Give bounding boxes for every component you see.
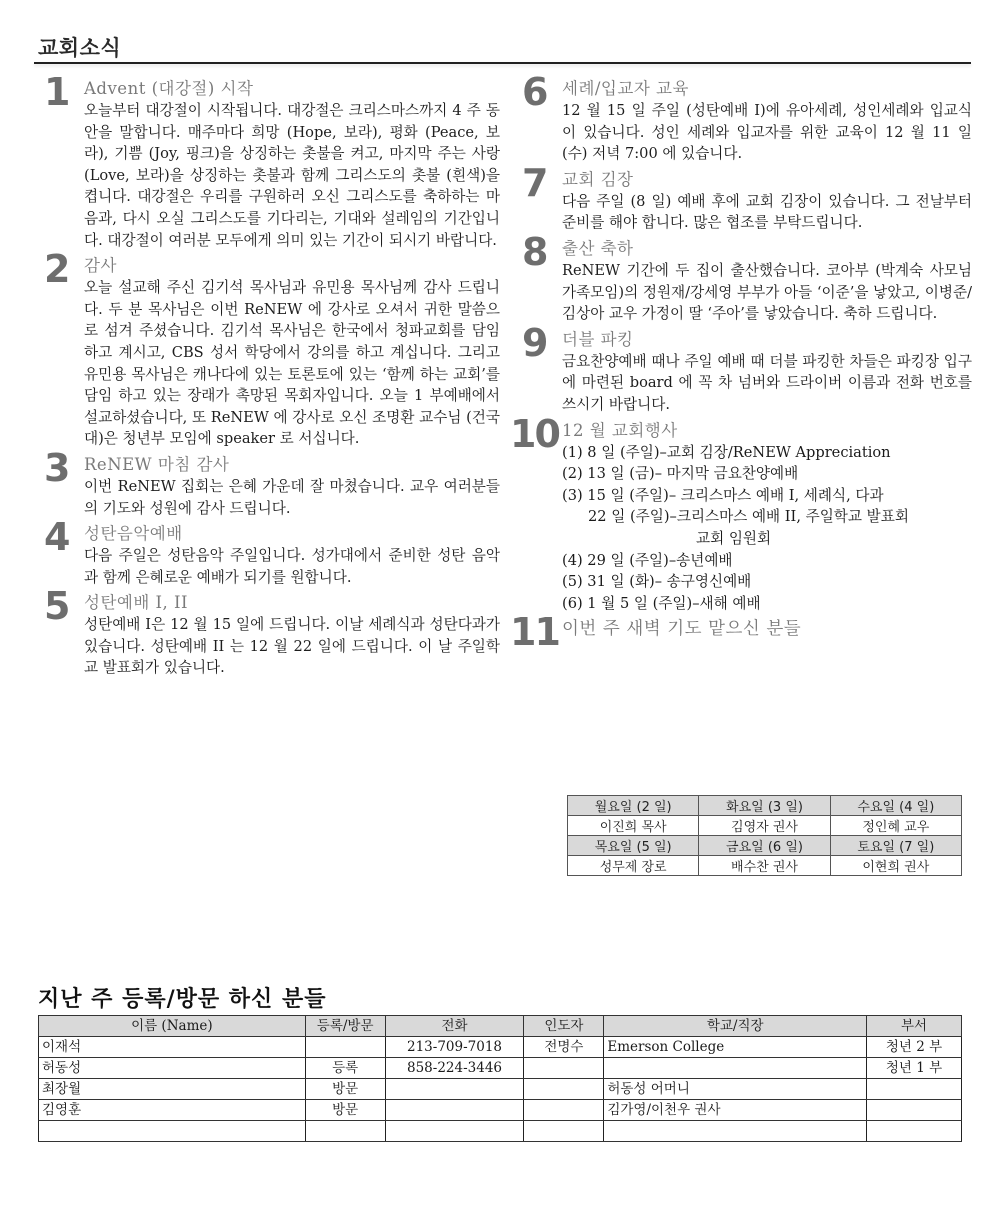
table-row xyxy=(568,836,962,856)
item-title: 12 월 교회행사 xyxy=(562,420,678,440)
phone-cell: 213-709-7018 xyxy=(385,1037,524,1058)
day-cell: 토요일 (7 일) xyxy=(830,836,961,856)
item-body: 성탄예배 I은 12 월 15 일에 드립니다. 이날 세례식과 성탄다과가 있습니다. 성탄예배 II 는 12 월 22 일에 드립니다. 이 날 주일학교 발표회가 있습니다. xyxy=(84,616,500,677)
news-item-6 xyxy=(522,70,972,165)
column-header: 학교/직장 xyxy=(604,1016,867,1037)
event-line: (1) 8 일 (주일)–교회 김장/ReNEW Appreciation xyxy=(562,443,891,461)
name-cell: 이재석 xyxy=(39,1037,306,1058)
leader-cell: 이현희 권사 xyxy=(830,856,961,876)
item-body: 다음 주일 (8 일) 예배 후에 교회 김장이 있습니다. 그 전날부터 준비를 해야 합니다. 많은 협조를 부탁드립니다. xyxy=(562,192,972,232)
column-header: 인도자 xyxy=(524,1016,604,1037)
item-number: 9 xyxy=(522,320,547,365)
item-number: 10 xyxy=(510,411,559,456)
day-cell: 수요일 (4 일) xyxy=(830,796,961,816)
leader-cell: 성무제 장로 xyxy=(568,856,699,876)
column-header: 이름 (Name) xyxy=(39,1016,306,1037)
item-title: Advent (대강절) 시작 xyxy=(84,79,254,98)
guide-cell: 전명수 xyxy=(524,1037,604,1058)
leader-cell: 정인혜 교우 xyxy=(830,816,961,836)
table-row xyxy=(39,1100,962,1121)
item-title: 성탄예배 I, II xyxy=(84,593,189,613)
item-number: 7 xyxy=(522,160,547,205)
school-work-cell xyxy=(604,1121,867,1142)
item-body: 12 월 15 일 주일 (성탄예배 I)에 유아세례, 성인세례와 입교식이 있습니다. 성인 세례와 입교자를 위한 교육이 12 월 11 일 (수) 저녁 7:00 에 있습니다. xyxy=(562,102,972,163)
table-row xyxy=(39,1121,962,1142)
item-body: ReNEW 기간에 두 집이 출산했습니다. 코아부 (박계숙 사모님 가족모임)의 정원재/강세영 부부가 아들 ‘이준’을 낳았고, 이병준/김상아 교우 가정이 딸 ‘주아’를 낳았습니다. 축하 드립니다. xyxy=(562,261,972,323)
guide-cell xyxy=(524,1058,604,1079)
item-number: 1 xyxy=(44,70,69,114)
item-title: 감사 xyxy=(84,256,117,276)
event-line: 22 일 (주일)–크리스마스 예배 II, 주일학교 발표회 xyxy=(588,508,909,526)
name-cell xyxy=(39,1121,306,1142)
news-item-11 xyxy=(510,610,972,655)
department-cell xyxy=(867,1079,962,1100)
news-item-3 xyxy=(44,445,500,519)
department-cell: 청년 1 부 xyxy=(867,1058,962,1079)
news-item-4 xyxy=(44,515,500,588)
news-item-2 xyxy=(44,247,500,450)
table-header-row xyxy=(39,1016,962,1037)
day-cell: 화요일 (3 일) xyxy=(699,796,830,816)
table-row xyxy=(568,816,962,836)
item-title: 교회 김장 xyxy=(562,169,634,189)
status-cell: 방문 xyxy=(305,1100,385,1121)
status-cell: 등록 xyxy=(305,1058,385,1079)
event-line: (4) 29 일 (주일)–송년예배 xyxy=(562,551,733,569)
school-work-cell: Emerson College xyxy=(604,1037,867,1058)
item-number: 2 xyxy=(44,247,69,292)
status-cell xyxy=(305,1037,385,1058)
item-number: 8 xyxy=(522,229,547,274)
day-cell: 월요일 (2 일) xyxy=(568,796,699,816)
item-body: 이번 ReNEW 집회는 은혜 가운데 잘 마쳤습니다. 교우 여러분들의 기도와 성원에 감사 드립니다. xyxy=(84,477,500,517)
phone-cell xyxy=(385,1079,524,1100)
event-line: (2) 13 일 (금)– 마지막 금요찬양예배 xyxy=(562,465,799,483)
leader-cell: 배수찬 권사 xyxy=(699,856,830,876)
news-item-5 xyxy=(44,584,500,679)
day-cell: 금요일 (6 일) xyxy=(699,836,830,856)
left-column xyxy=(44,70,500,683)
guide-cell xyxy=(524,1079,604,1100)
item-title: 이번 주 새벽 기도 맡으신 분들 xyxy=(562,619,802,640)
event-line: 교회 임원회 xyxy=(696,529,772,547)
phone-cell xyxy=(385,1100,524,1121)
news-item-10 xyxy=(510,411,972,615)
school-work-cell: 허동성 어머니 xyxy=(604,1079,867,1100)
item-body: 다음 주일은 성탄음악 주일입니다. 성가대에서 준비한 성탄 음악과 함께 은혜로운 예배가 되기를 원합니다. xyxy=(84,547,500,586)
registration-table xyxy=(38,1015,962,1142)
phone-cell xyxy=(385,1121,524,1142)
item-title: 출산 축하 xyxy=(562,238,634,258)
dawn-prayer-table xyxy=(567,795,962,876)
news-item-1 xyxy=(44,70,500,251)
item-number: 11 xyxy=(510,610,559,655)
leader-cell: 김영자 권사 xyxy=(699,816,830,836)
status-cell: 방문 xyxy=(305,1079,385,1100)
right-column xyxy=(510,70,972,655)
item-number: 5 xyxy=(44,584,69,629)
item-number: 6 xyxy=(522,70,547,114)
news-item-8 xyxy=(522,229,972,325)
table-row xyxy=(39,1037,962,1058)
table-row xyxy=(39,1079,962,1100)
school-work-cell xyxy=(604,1058,867,1079)
item-title: 성탄음악예배 xyxy=(84,524,183,544)
title-divider xyxy=(34,62,971,64)
day-cell: 목요일 (5 일) xyxy=(568,836,699,856)
table-row xyxy=(568,856,962,876)
item-title: 더블 파킹 xyxy=(562,329,634,349)
name-cell: 최장월 xyxy=(39,1079,306,1100)
column-header: 등록/방문 xyxy=(305,1016,385,1037)
page-title: 교회소식 xyxy=(38,36,122,60)
guide-cell xyxy=(524,1100,604,1121)
registration-title: 지난 주 등록/방문 하신 분들 xyxy=(38,986,327,1012)
event-line: (6) 1 월 5 일 (주일)–새해 예배 xyxy=(562,594,761,612)
event-line: (5) 31 일 (화)– 송구영신예배 xyxy=(562,573,752,591)
item-body: 오늘부터 대강절이 시작됩니다. 대강절은 크리스마스까지 4 주 동안을 말합니다. 매주마다 희망 (Hope, 보라), 평화 (Peace, 보라), 기쁨 (Joy, 핑크)을 상징하는 촛불을 켜고, 마지막 주는 사랑 (Love, 보라)을 상징하는 촛불과 함께 그리스도의 촛불 (흰색)을 켭니다. 대강절은 우리를 구원하러 오신 그리스도를 축하하는 마음과, 다시 오실 그리스도를 기다리는, 기대와 설레임의 기간입니다. 대강절이 여러분 모두에게 의미 있는 기간이 되시기 바랍니다. xyxy=(84,102,500,249)
department-cell xyxy=(867,1100,962,1121)
column-header: 전화 xyxy=(385,1016,524,1037)
name-cell: 김영훈 xyxy=(39,1100,306,1121)
item-title: ReNEW 마침 감사 xyxy=(84,454,230,474)
table-row xyxy=(568,796,962,816)
department-cell: 청년 2 부 xyxy=(867,1037,962,1058)
department-cell xyxy=(867,1121,962,1142)
school-work-cell: 김가영/이천우 권사 xyxy=(604,1100,867,1121)
news-item-9 xyxy=(522,320,972,416)
table-row xyxy=(39,1058,962,1079)
news-item-7 xyxy=(522,160,972,234)
name-cell: 허동성 xyxy=(39,1058,306,1079)
column-header: 부서 xyxy=(867,1016,962,1037)
item-number: 4 xyxy=(44,515,69,560)
leader-cell: 이진희 목사 xyxy=(568,816,699,836)
item-title: 세례/입교자 교육 xyxy=(562,79,689,98)
item-number: 3 xyxy=(44,445,69,490)
status-cell xyxy=(305,1121,385,1142)
item-body: 오늘 설교해 주신 김기석 목사님과 유민용 목사님께 감사 드립니다. 두 분 목사님은 이번 ReNEW 에 강사로 오셔서 귀한 말씀으로 섬겨 주셨습니다. 김기석 목사님은 한국에서 청파교회를 담임하고 계시고, CBS 성서 학당에서 강의를 하고 계십니다. 그리고 유민용 목사님은 캐나다에 있는 토론토에 있는 ‘함께 하는 교회’를 담임 하고 있는 장래가 촉망된 목회자입니다. 오늘 1 부예배에서 설교하셨습니다, 또 ReNEW 에 강사로 오신 조명환 교수님 (건국대)은 청년부 모임에 speaker 로 서십니다. xyxy=(84,279,500,448)
guide-cell xyxy=(524,1121,604,1142)
item-body: 금요찬양예배 때나 주일 예배 때 더블 파킹한 차들은 파킹장 입구에 마련된 board 에 꼭 차 넘버와 드라이버 이름과 전화 번호를 쓰시기 바랍니다. xyxy=(562,352,972,413)
event-line: (3) 15 일 (주일)– 크리스마스 예배 I, 세례식, 다과 xyxy=(562,486,884,504)
phone-cell: 858-224-3446 xyxy=(385,1058,524,1079)
